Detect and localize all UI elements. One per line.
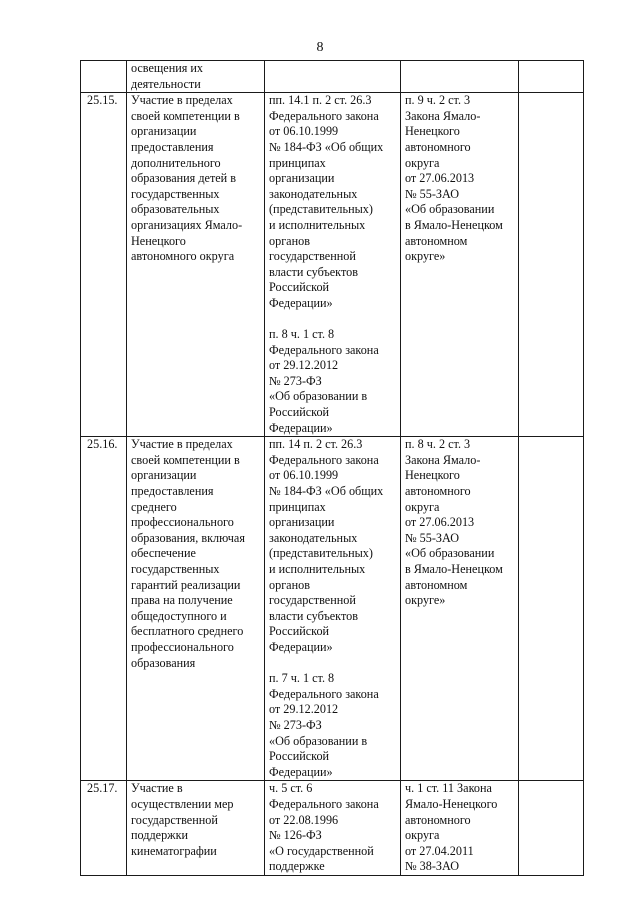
text-line: от 06.10.1999 bbox=[269, 124, 339, 139]
text-line: Федерального закона bbox=[269, 452, 379, 467]
text-line: образовательных bbox=[131, 202, 220, 217]
text-line: государственной bbox=[269, 249, 356, 264]
text-line: организации bbox=[269, 515, 335, 530]
text-line: образования детей в bbox=[131, 171, 237, 186]
text-line: организации bbox=[269, 171, 335, 186]
text-line: дополнительного bbox=[131, 155, 221, 170]
federal-law-cell bbox=[265, 781, 401, 876]
text-line: среднего bbox=[131, 499, 177, 514]
text-line: права на получение bbox=[131, 593, 233, 608]
text-line: от 27.06.2013 bbox=[405, 515, 475, 530]
text-line: «Об образовании в bbox=[269, 733, 368, 748]
text-line: автономного bbox=[405, 484, 471, 499]
page-number: 8 bbox=[316, 40, 324, 55]
table-row bbox=[81, 781, 584, 876]
text-line: своей компетенции в bbox=[131, 452, 240, 467]
text-line: № 273-ФЗ bbox=[269, 717, 322, 732]
text-line: своей компетенции в bbox=[131, 108, 240, 123]
text-line: государственной bbox=[269, 593, 356, 608]
text-line: п. 9 ч. 2 ст. 3 bbox=[405, 93, 471, 108]
row-number bbox=[81, 437, 127, 781]
text-line: от 06.10.1999 bbox=[269, 468, 339, 483]
text-line: № 126-ФЗ bbox=[269, 828, 322, 843]
table-row bbox=[81, 437, 584, 781]
regional-law-cell bbox=[401, 781, 519, 876]
name-cell bbox=[127, 437, 265, 781]
text-line: Российской bbox=[269, 405, 330, 420]
text-line: № 184-ФЗ «Об общих bbox=[269, 484, 384, 499]
text-line: Участие в bbox=[131, 781, 183, 796]
text-line: предоставления bbox=[131, 484, 214, 499]
text-line: «Об образовании bbox=[405, 202, 495, 217]
text-line: Российской bbox=[269, 749, 330, 764]
text-line: принципах bbox=[269, 155, 326, 170]
text-line: законодательных bbox=[269, 530, 358, 545]
regional-law-cell bbox=[401, 437, 519, 781]
federal-law-cell bbox=[265, 93, 401, 437]
text-line: округа bbox=[405, 155, 440, 170]
text-line: Федерации» bbox=[269, 639, 333, 654]
text-line: п. 7 ч. 1 ст. 8 bbox=[269, 671, 335, 686]
text-line: № 273-ФЗ bbox=[269, 373, 322, 388]
text-line: Ненецкого bbox=[131, 233, 186, 248]
text-line: № 184-ФЗ «Об общих bbox=[269, 139, 384, 154]
text-line: от 29.12.2012 bbox=[269, 358, 339, 373]
text-line: ч. 5 ст. 6 bbox=[269, 781, 313, 796]
text-line: «Об образовании bbox=[405, 546, 495, 561]
text-line: Федерального закона bbox=[269, 796, 379, 811]
text-line: поддержки bbox=[131, 828, 189, 843]
text-line: Федерального закона bbox=[269, 342, 379, 357]
text-line: Закона Ямало- bbox=[405, 452, 481, 467]
text-line: Федерации» bbox=[269, 295, 333, 310]
text-line: образования, включая bbox=[131, 530, 245, 545]
text-line: организации bbox=[131, 124, 197, 139]
text-line: в Ямало-Ненецком bbox=[405, 217, 503, 232]
row-number bbox=[81, 93, 127, 437]
text-line: № 55-ЗАО bbox=[405, 186, 460, 201]
row-number-text: 25.17. bbox=[87, 781, 118, 796]
text-line: кинематографии bbox=[131, 843, 217, 858]
text-line: Российской bbox=[269, 624, 330, 639]
text-line: власти субъектов bbox=[269, 264, 358, 279]
text-line: Федерального закона bbox=[269, 108, 379, 123]
text-line: в Ямало-Ненецком bbox=[405, 562, 503, 576]
text-line: органов bbox=[269, 577, 310, 592]
extra-cell bbox=[519, 781, 584, 876]
text-line: автономного bbox=[405, 812, 471, 827]
text-line: п. 8 ч. 1 ст. 8 bbox=[269, 327, 335, 342]
text-line: округа bbox=[405, 828, 440, 843]
text-line: от 27.04.2011 bbox=[405, 843, 474, 858]
table-row bbox=[81, 93, 584, 437]
extra-cell bbox=[519, 61, 584, 93]
text-line: Участие в пределах bbox=[131, 437, 233, 452]
text-line: профессионального bbox=[131, 639, 234, 654]
extra-cell bbox=[519, 93, 584, 437]
text-line: поддержке bbox=[269, 859, 325, 874]
text-line: организации bbox=[131, 468, 197, 483]
extra-cell bbox=[519, 437, 584, 781]
text-line: гарантий реализации bbox=[131, 577, 241, 592]
text-line: округе» bbox=[405, 249, 446, 264]
text-line: округе» bbox=[405, 593, 446, 608]
paragraph-gap bbox=[269, 312, 397, 328]
text-line: Участие в пределах bbox=[131, 93, 233, 108]
paragraph-gap bbox=[269, 656, 397, 672]
text-line: Федерации» bbox=[269, 764, 333, 779]
text-line: освещения их bbox=[131, 61, 204, 75]
text-line: законодательных bbox=[269, 186, 358, 201]
text-line: общедоступного и bbox=[131, 608, 227, 623]
text-line: от 22.08.1996 bbox=[269, 812, 339, 827]
row-number bbox=[81, 781, 127, 876]
text-line: от 27.06.2013 bbox=[405, 171, 475, 186]
text-line: Ямало-Ненецкого bbox=[405, 796, 498, 811]
text-line: пп. 14 п. 2 ст. 26.3 bbox=[269, 437, 363, 452]
text-line: автономного bbox=[405, 139, 471, 154]
text-line: принципах bbox=[269, 499, 326, 514]
regional-law-cell bbox=[401, 61, 519, 93]
text-line: Федерации» bbox=[269, 420, 333, 435]
row-number-text: 25.15. bbox=[87, 93, 118, 108]
name-cell bbox=[127, 93, 265, 437]
num-cell bbox=[81, 61, 127, 93]
regional-law-cell bbox=[401, 93, 519, 437]
text-line: органов bbox=[269, 233, 310, 248]
text-line: автономном bbox=[405, 233, 468, 248]
text-line: осуществлении мер bbox=[131, 796, 234, 811]
text-line: «Об образовании в bbox=[269, 389, 368, 404]
text-line: (представительных) bbox=[269, 546, 373, 561]
text-line: автономном bbox=[405, 577, 468, 592]
text-line: № 55-ЗАО bbox=[405, 530, 460, 545]
text-line: образования bbox=[131, 655, 196, 670]
text-line: округа bbox=[405, 499, 440, 514]
text-line: № 38-ЗАО bbox=[405, 859, 460, 874]
text-line: государственных bbox=[131, 562, 220, 576]
name-cell bbox=[127, 781, 265, 876]
text-line: «О государственной bbox=[269, 843, 374, 858]
text-line: (представительных) bbox=[269, 202, 373, 217]
text-line: автономного округа bbox=[131, 249, 235, 264]
text-line: пп. 14.1 п. 2 ст. 26.3 bbox=[269, 93, 372, 108]
table-row-continuation bbox=[81, 61, 584, 93]
text-line: Закона Ямало- bbox=[405, 108, 481, 123]
text-line: организациях Ямало- bbox=[131, 217, 243, 232]
federal-law-cell bbox=[265, 61, 401, 93]
text-line: Российской bbox=[269, 280, 330, 295]
text-line: от 29.12.2012 bbox=[269, 702, 339, 717]
powers-table bbox=[80, 60, 584, 876]
text-line: государственных bbox=[131, 186, 220, 201]
text-line: Ненецкого bbox=[405, 124, 460, 139]
federal-law-cell bbox=[265, 437, 401, 781]
text-line: п. 8 ч. 2 ст. 3 bbox=[405, 437, 471, 452]
text-line: ч. 1 ст. 11 Закона bbox=[405, 781, 492, 796]
text-line: предоставления bbox=[131, 139, 214, 154]
text-line: и исполнительных bbox=[269, 562, 366, 576]
row-number-text: 25.16. bbox=[87, 437, 118, 452]
text-line: Федерального закона bbox=[269, 686, 379, 701]
text-line: профессионального bbox=[131, 515, 234, 530]
text-line: Ненецкого bbox=[405, 468, 460, 483]
name-cell bbox=[127, 61, 265, 93]
text-line: обеспечение bbox=[131, 546, 196, 561]
text-line: государственной bbox=[131, 812, 218, 827]
text-line: и исполнительных bbox=[269, 217, 366, 232]
text-line: власти субъектов bbox=[269, 608, 358, 623]
text-line: деятельности bbox=[131, 76, 201, 91]
text-line: бесплатного среднего bbox=[131, 624, 244, 639]
